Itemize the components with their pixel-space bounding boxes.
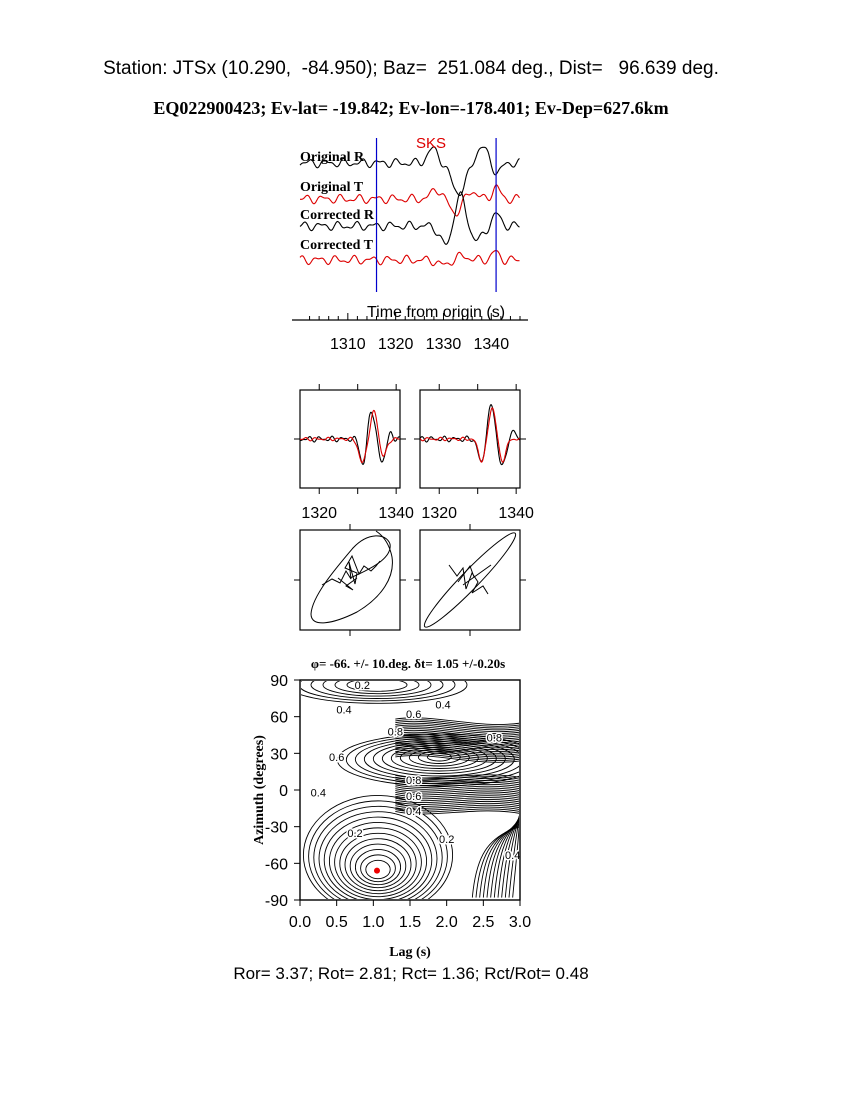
contour-label: 0.4 — [435, 699, 451, 712]
window-waveforms-original — [300, 410, 400, 464]
azimuth-tick-label: 0 — [279, 783, 288, 800]
contour-label: 0.8 — [406, 775, 422, 788]
ratio-summary: Ror= 3.37; Rot= 2.81; Rct= 1.36; Rct/Rot= 0.48 — [233, 964, 589, 983]
lag-axis-label: Lag (s) — [389, 945, 431, 960]
contour-label: 0.6 — [406, 791, 422, 804]
particle-motion-original — [294, 524, 406, 636]
phase-label: SKS — [416, 135, 447, 152]
lag-tick-label: 0.5 — [325, 914, 348, 931]
lag-tick-label: 1.0 — [362, 914, 385, 931]
contour-label: 0.2 — [354, 679, 370, 692]
contour-label: 0.4 — [505, 849, 521, 862]
window-trace-r — [300, 412, 400, 464]
window-trace-t — [420, 408, 520, 462]
contour-label: 0.6 — [329, 752, 345, 764]
contour-line — [311, 671, 443, 698]
window-tick-label: 1320 — [421, 505, 458, 522]
window-trace-t — [300, 410, 400, 462]
time-axis-label: Time from origin (s) — [366, 304, 506, 321]
contour-label: 0.4 — [310, 787, 326, 800]
contour-label: 0.8 — [486, 732, 502, 745]
contour-label: 0.2 — [439, 833, 455, 846]
lag-tick-label: 2.0 — [435, 914, 458, 931]
time-tick-label: 1320 — [377, 336, 414, 353]
window-waveform-frame-original — [300, 390, 400, 488]
window-waveform-ticks — [294, 384, 534, 522]
time-tick-label: 1310 — [330, 336, 366, 353]
pm-trace-original — [322, 556, 380, 590]
window-tick-label: 1340 — [498, 505, 534, 522]
pm-ellipse-original — [311, 531, 392, 623]
energy-grid-title: φ= -66. +/- 10.deg. δt= 1.05 +/-0.20s — [310, 656, 506, 671]
best-fit-marker — [374, 868, 380, 874]
azimuth-tick-label: -90 — [264, 893, 288, 910]
contour-label: 0.2 — [347, 827, 363, 840]
contour-line — [350, 844, 406, 888]
window-waveform-panel-corrected — [420, 390, 520, 488]
contour-label: 0.4 — [336, 704, 352, 717]
contour-line — [319, 812, 437, 906]
azimuth-tick-label: 90 — [270, 673, 288, 690]
lag-tick-label: 2.5 — [472, 914, 495, 931]
azimuth-tick-label: -60 — [264, 856, 288, 874]
window-tick-label: 1320 — [301, 505, 338, 522]
seismogram-panel — [292, 135, 528, 353]
time-tick-label: 1330 — [425, 336, 462, 353]
contour-line — [323, 674, 431, 696]
contour-label: 0.8 — [387, 726, 403, 739]
time-tick-label: 1340 — [473, 336, 510, 353]
azimuth-axis-label: Azimuth (degrees) — [252, 735, 267, 845]
event-info: EQ022900423; Ev-lat= -19.842; Ev-lon=-178.401; Ev-Dep=627.6km — [153, 98, 669, 118]
pm-trace-corrected — [449, 565, 491, 594]
window-waveforms-corrected — [420, 405, 520, 465]
azimuth-tick-label: 30 — [270, 746, 288, 764]
contour-line — [345, 839, 411, 891]
contour-label: 0.6 — [406, 709, 422, 722]
window-waveform-panel-original — [300, 390, 400, 488]
particle-motion-corrected — [414, 524, 526, 636]
contour-line — [287, 666, 467, 703]
trace-label-corrected-r: Corrected R — [300, 208, 374, 223]
window-tick-label: 1340 — [378, 505, 414, 522]
lag-tick-label: 0.0 — [288, 914, 312, 931]
trace-label-original-t: Original T — [300, 180, 364, 195]
station-info: Station: JTSx (10.290, -84.950); Baz= 251.084 deg., Dist= 96.639 deg. — [103, 58, 719, 79]
azimuth-tick-label: 60 — [270, 709, 288, 727]
energy-grid-panel — [252, 656, 541, 960]
trace-label-original-r: Original R — [300, 150, 365, 165]
particle-motion-panel-original — [294, 524, 406, 636]
particle-motion-panel-corrected — [414, 524, 526, 636]
azimuth-tick-label: -30 — [264, 819, 288, 837]
trace-label-corrected-t: Corrected T — [300, 238, 373, 253]
lag-tick-label: 3.0 — [508, 914, 532, 931]
lag-tick-label: 1.5 — [398, 914, 422, 931]
contour-label: 0.4 — [406, 805, 422, 818]
